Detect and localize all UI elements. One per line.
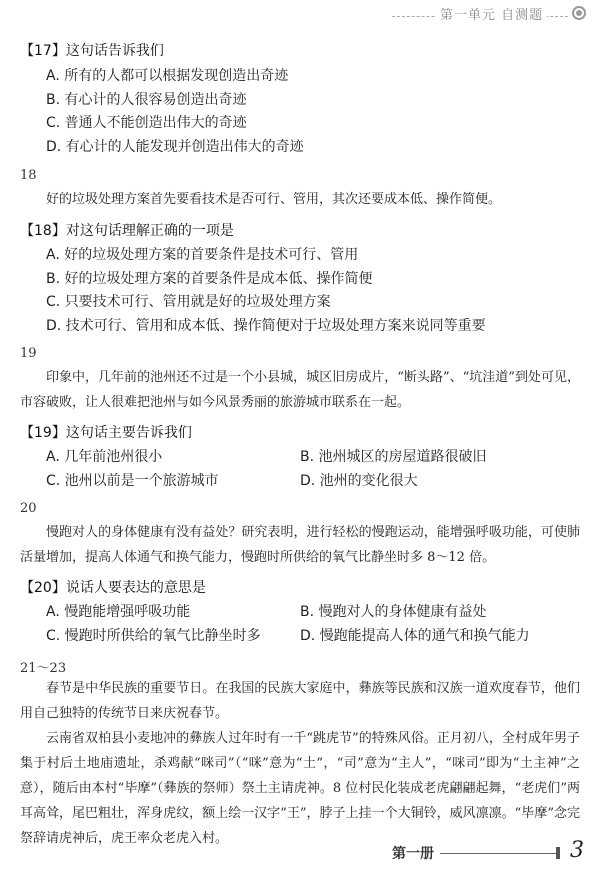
passage-paragraph-2: 云南省双柏县小麦地冲的彝族人过年时有一千“跳虎节”的特殊风俗。正月初八，全村成年男子集于村后土地庙遗址，杀鸡献“咪司”（“咪”意为“土”，“司”意为“主人”，“咪司”即为“土主神”之意），随后由本村“毕摩”（彝族的祭师）祭土主请虎神。8 位村民化装成老虎翩翩起舞，“老虎们”两耳高耸，尾巴粗壮，浑身虎纹，额上绘一汉字“王”，脖子上挂一个大铜铃，威风凛凛。“毕摩”念完祭辞请虎神后，虎王率众老虎入村。 xyxy=(20,731,580,846)
q20-option-b: B. 慢跑对人的身体健康有益处 xyxy=(300,604,487,620)
q19-option-b: B. 池州城区的房屋道路很破旧 xyxy=(300,449,487,465)
q17-option-d: D. 有心计的人能发现并创造出伟大的奇迹 xyxy=(46,139,304,155)
q18-option-b: B. 好的垃圾处理方案的首要条件是成本低、操作简便 xyxy=(46,271,373,287)
question-18-stem: 【18】对这句话理解正确的一项是 xyxy=(20,223,234,239)
item-19-passage: 印象中，几年前的池州还不过是一个小县城，城区旧房成片，“断头路”、“坑洼道”到处可见，市容破败，让人很难把池州与如今风景秀丽的旅游城市联系在一起。 xyxy=(20,370,580,410)
q18-option-d: D. 技术可行、管用和成本低、操作简便对于垃圾处理方案来说同等重要 xyxy=(46,318,486,334)
question-17-stem: 【17】这句话告诉我们 xyxy=(20,43,164,59)
q20-option-c: C. 慢跑时所供给的氧气比静坐时多 xyxy=(46,628,261,644)
section-title: 第一单元 自测题 xyxy=(436,4,547,23)
item-18-passage: 好的垃圾处理方案首先要看技术是否可行、管用，其次还要成本低、操作简便。 xyxy=(46,192,502,207)
footer-marker xyxy=(556,847,560,859)
q17-option-c: C. 普通人不能创造出伟大的奇迹 xyxy=(46,115,247,131)
q17-option-b: B. 有心计的人很容易创造出奇迹 xyxy=(46,92,247,108)
q19-option-c: C. 池州以前是一个旅游城市 xyxy=(46,473,219,489)
question-20-stem: 【20】说话人要表达的意思是 xyxy=(20,580,206,596)
book-volume: 第一册 xyxy=(392,846,434,862)
q20-option-d: D. 慢跑能提高人体的通气和换气能力 xyxy=(300,628,530,644)
question-19-stem: 【19】这句话主要告诉我们 xyxy=(20,425,192,441)
page-number: 3 xyxy=(570,838,584,863)
item-20-passage: 慢跑对人的身体健康有没有益处？研究表明，进行轻松的慢跑运动，能增强呼吸功能，可使肺活量增加，提高人体通气和换气能力，慢跑时所供给的氧气比静坐时多 8～12 倍。 xyxy=(20,525,580,565)
q19-option-a: A. 几年前池州很小 xyxy=(46,449,163,465)
item-18-number: 18 xyxy=(20,168,37,183)
item-21-23-number: 21～23 xyxy=(20,661,67,676)
q20-option-a: A. 慢跑能增强呼吸功能 xyxy=(46,604,191,620)
passage-paragraph-1: 春节是中华民族的重要节日。在我国的民族大家庭中，彝族等民族和汉族一道欢度春节，他们用自己独特的传统节日来庆祝春节。 xyxy=(20,681,580,721)
q17-option-a: A. 所有的人都可以根据发现创造出奇迹 xyxy=(46,68,289,84)
item-19-number: 19 xyxy=(20,346,37,361)
item-21-23-passage xyxy=(20,676,580,851)
q18-option-c: C. 只要技术可行、管用就是好的垃圾处理方案 xyxy=(46,294,331,310)
footer-rule xyxy=(440,853,556,854)
q18-option-a: A. 好的垃圾处理方案的首要条件是技术可行、管用 xyxy=(46,247,359,263)
target-icon xyxy=(572,6,586,20)
item-20-number: 20 xyxy=(20,501,37,516)
q19-option-d: D. 池州的变化很大 xyxy=(300,473,418,489)
